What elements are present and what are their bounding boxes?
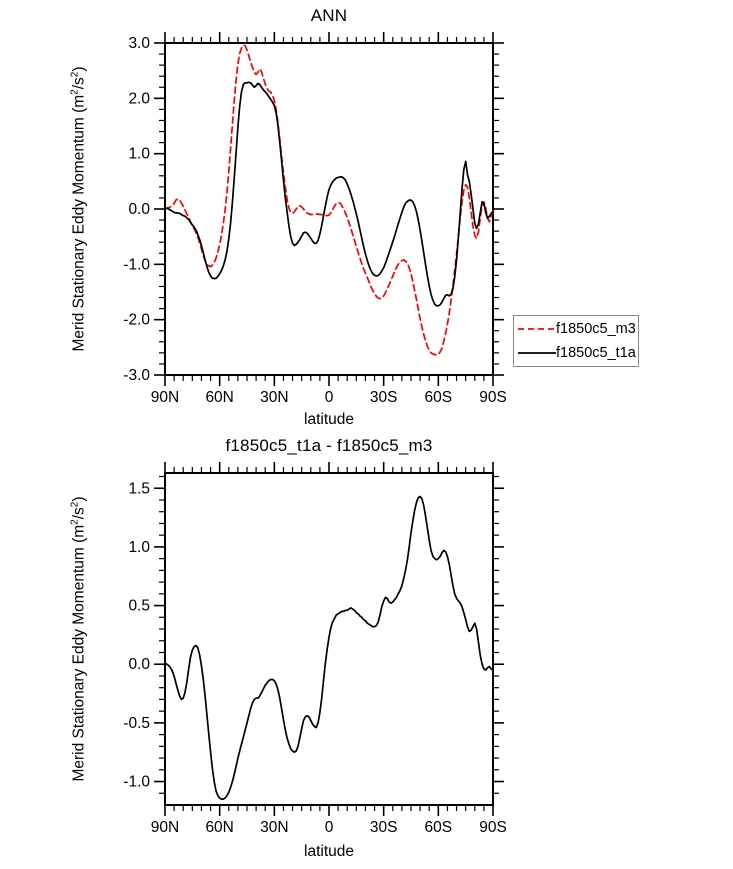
top-ylabel-sup2: 2 (69, 71, 81, 78)
y-tick-label: 1.0 (128, 538, 150, 556)
y-tick-label: 0.5 (128, 597, 150, 615)
plot-frame (165, 43, 493, 375)
x-tick-label: 90S (479, 819, 507, 836)
x-tick-label: 0 (324, 389, 334, 406)
legend-entry-t1a (514, 341, 638, 365)
top-ylabel-sup1: 2 (69, 89, 81, 95)
top-ylabel-mid: /s (70, 77, 88, 90)
top-chart-xlabel: latitude (304, 411, 354, 428)
x-tick-label: 90S (479, 389, 507, 406)
y-tick-label: 0.0 (128, 656, 150, 674)
x-tick-label: 90N (150, 389, 180, 406)
x-tick-label: 60N (205, 389, 234, 406)
x-tick-label: 60N (205, 819, 234, 836)
bottom-chart-xlabel: latitude (304, 843, 354, 860)
legend-box (513, 315, 639, 367)
y-tick-label: 3.0 (128, 35, 150, 52)
x-tick-label: 60S (424, 819, 453, 836)
top-chart-title: ANN (310, 6, 348, 25)
y-tick-label: -1.0 (123, 773, 150, 791)
y-tick-label: 1.5 (128, 480, 150, 498)
legend-label-m3: f1850c5_m3 (556, 321, 636, 337)
y-tick-label: -1.0 (123, 256, 150, 274)
x-tick-label: 0 (324, 819, 334, 836)
y-tick-label: 0.0 (128, 201, 150, 218)
bottom-chart-title: f1850c5_t1a - f1850c5_m3 (225, 436, 433, 455)
bottom-ylabel-sup1: 2 (69, 519, 81, 525)
y-tick-label: -0.5 (123, 714, 150, 732)
series-f1850c5_m3 (165, 45, 493, 355)
top-ylabel-pre: Merid Stationary Eddy Momentum (m (70, 94, 88, 352)
legend-line-dashed-red (518, 326, 556, 332)
x-tick-label: 30S (369, 819, 398, 836)
top-chart-ylabel (69, 66, 88, 351)
bottom-chart-ylabel (69, 496, 88, 781)
x-tick-label: 60S (424, 389, 453, 406)
series-f1850c5_t1a - f1850c5_m3 (165, 497, 493, 800)
y-tick-label: 2.0 (128, 90, 150, 108)
series-f1850c5_t1a (165, 82, 493, 305)
legend-entry-m3 (514, 317, 638, 341)
x-tick-label: 30S (369, 389, 398, 406)
legend-label-t1a: f1850c5_t1a (556, 345, 636, 361)
legend-line-solid-black (518, 350, 556, 356)
y-tick-label: -2.0 (123, 311, 150, 329)
x-tick-label: 30N (260, 389, 289, 406)
y-tick-label: 1.0 (128, 145, 150, 163)
bottom-ylabel-pre: Merid Stationary Eddy Momentum (m (70, 524, 88, 782)
y-tick-label: -3.0 (123, 367, 150, 384)
top-ylabel-post: ) (70, 66, 88, 72)
bottom-ylabel-post: ) (70, 496, 88, 502)
bottom-ylabel-mid: /s (70, 507, 88, 520)
bottom-ylabel-sup2: 2 (69, 501, 81, 508)
x-tick-label: 90N (150, 819, 180, 836)
x-tick-label: 30N (260, 819, 289, 836)
